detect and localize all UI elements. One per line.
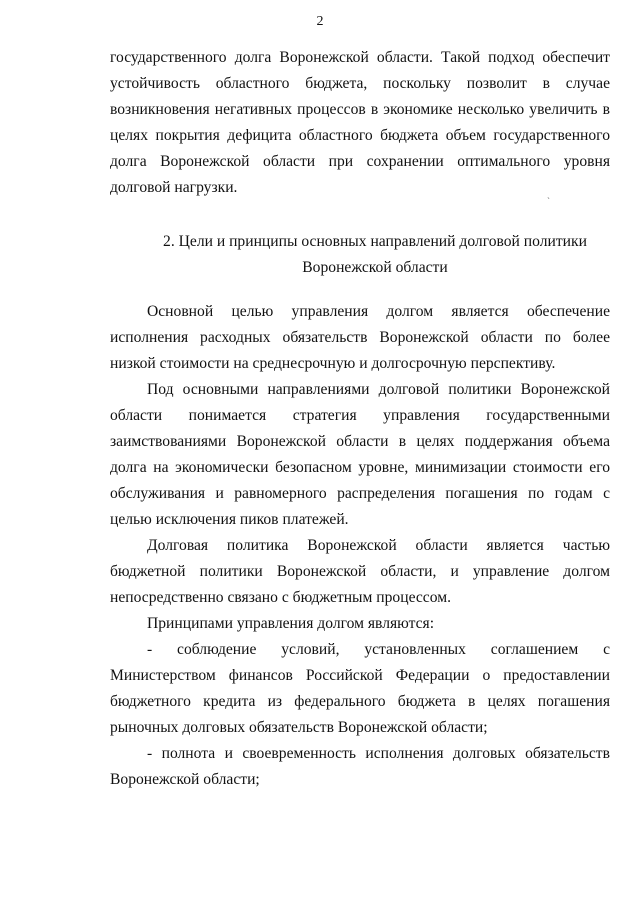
paragraph-directions: Под основными направлениями долговой политики Воронежской области понимается стратегия управления государственными заимствованиями Воронежской области в целях поддержания объема долга на экономически безопасном уровне, минимизации стоимости его обслуживания и равномерного распределения погашения по годам с целью исключения пиков платежей. (110, 381, 610, 528)
paragraph-principles-intro: Принципами управления долгом являются: (147, 615, 435, 632)
page-number: 2 (316, 14, 324, 29)
paragraph-policy: Долговая политика Воронежской области является частью бюджетной политики Воронежской области, и управление долгом непосредственно связано с бюджетным процессом. (110, 537, 610, 606)
list-item-principle-1: - соблюдение условий, установленных соглашением с Министерством финансов Российской Федерации о предоставлении бюджетного кредита из федерального бюджета в целях погашения рыночных долговых обязательств Воронежской области; (110, 641, 610, 736)
paragraph-continuation: государственного долга Воронежской области. Такой подход обеспечит устойчивость областного бюджета, поскольку позволит в случае возникновения негативных процессов в экономике несколько увеличить в целях покрытия дефицита областного бюджета объем государственного долга Воронежской области при сохранении оптимального уровня долговой нагрузки. (110, 49, 610, 196)
list-item-principle-2: - полнота и своевременность исполнения долговых обязательств Воронежской области; (110, 745, 610, 788)
section-heading-line-2: Воронежской области (302, 259, 448, 276)
paragraph-goal: Основной целью управления долгом является обеспечение исполнения расходных обязательств Воронежской области по более низкой стоимости на среднесрочную и долгосрочную перспективу. (110, 303, 610, 372)
section-heading-line-1: 2. Цели и принципы основных направлений долговой политики (163, 233, 587, 250)
stray-mark: ` (547, 196, 550, 206)
section-heading (110, 229, 610, 281)
document-body (110, 45, 610, 793)
